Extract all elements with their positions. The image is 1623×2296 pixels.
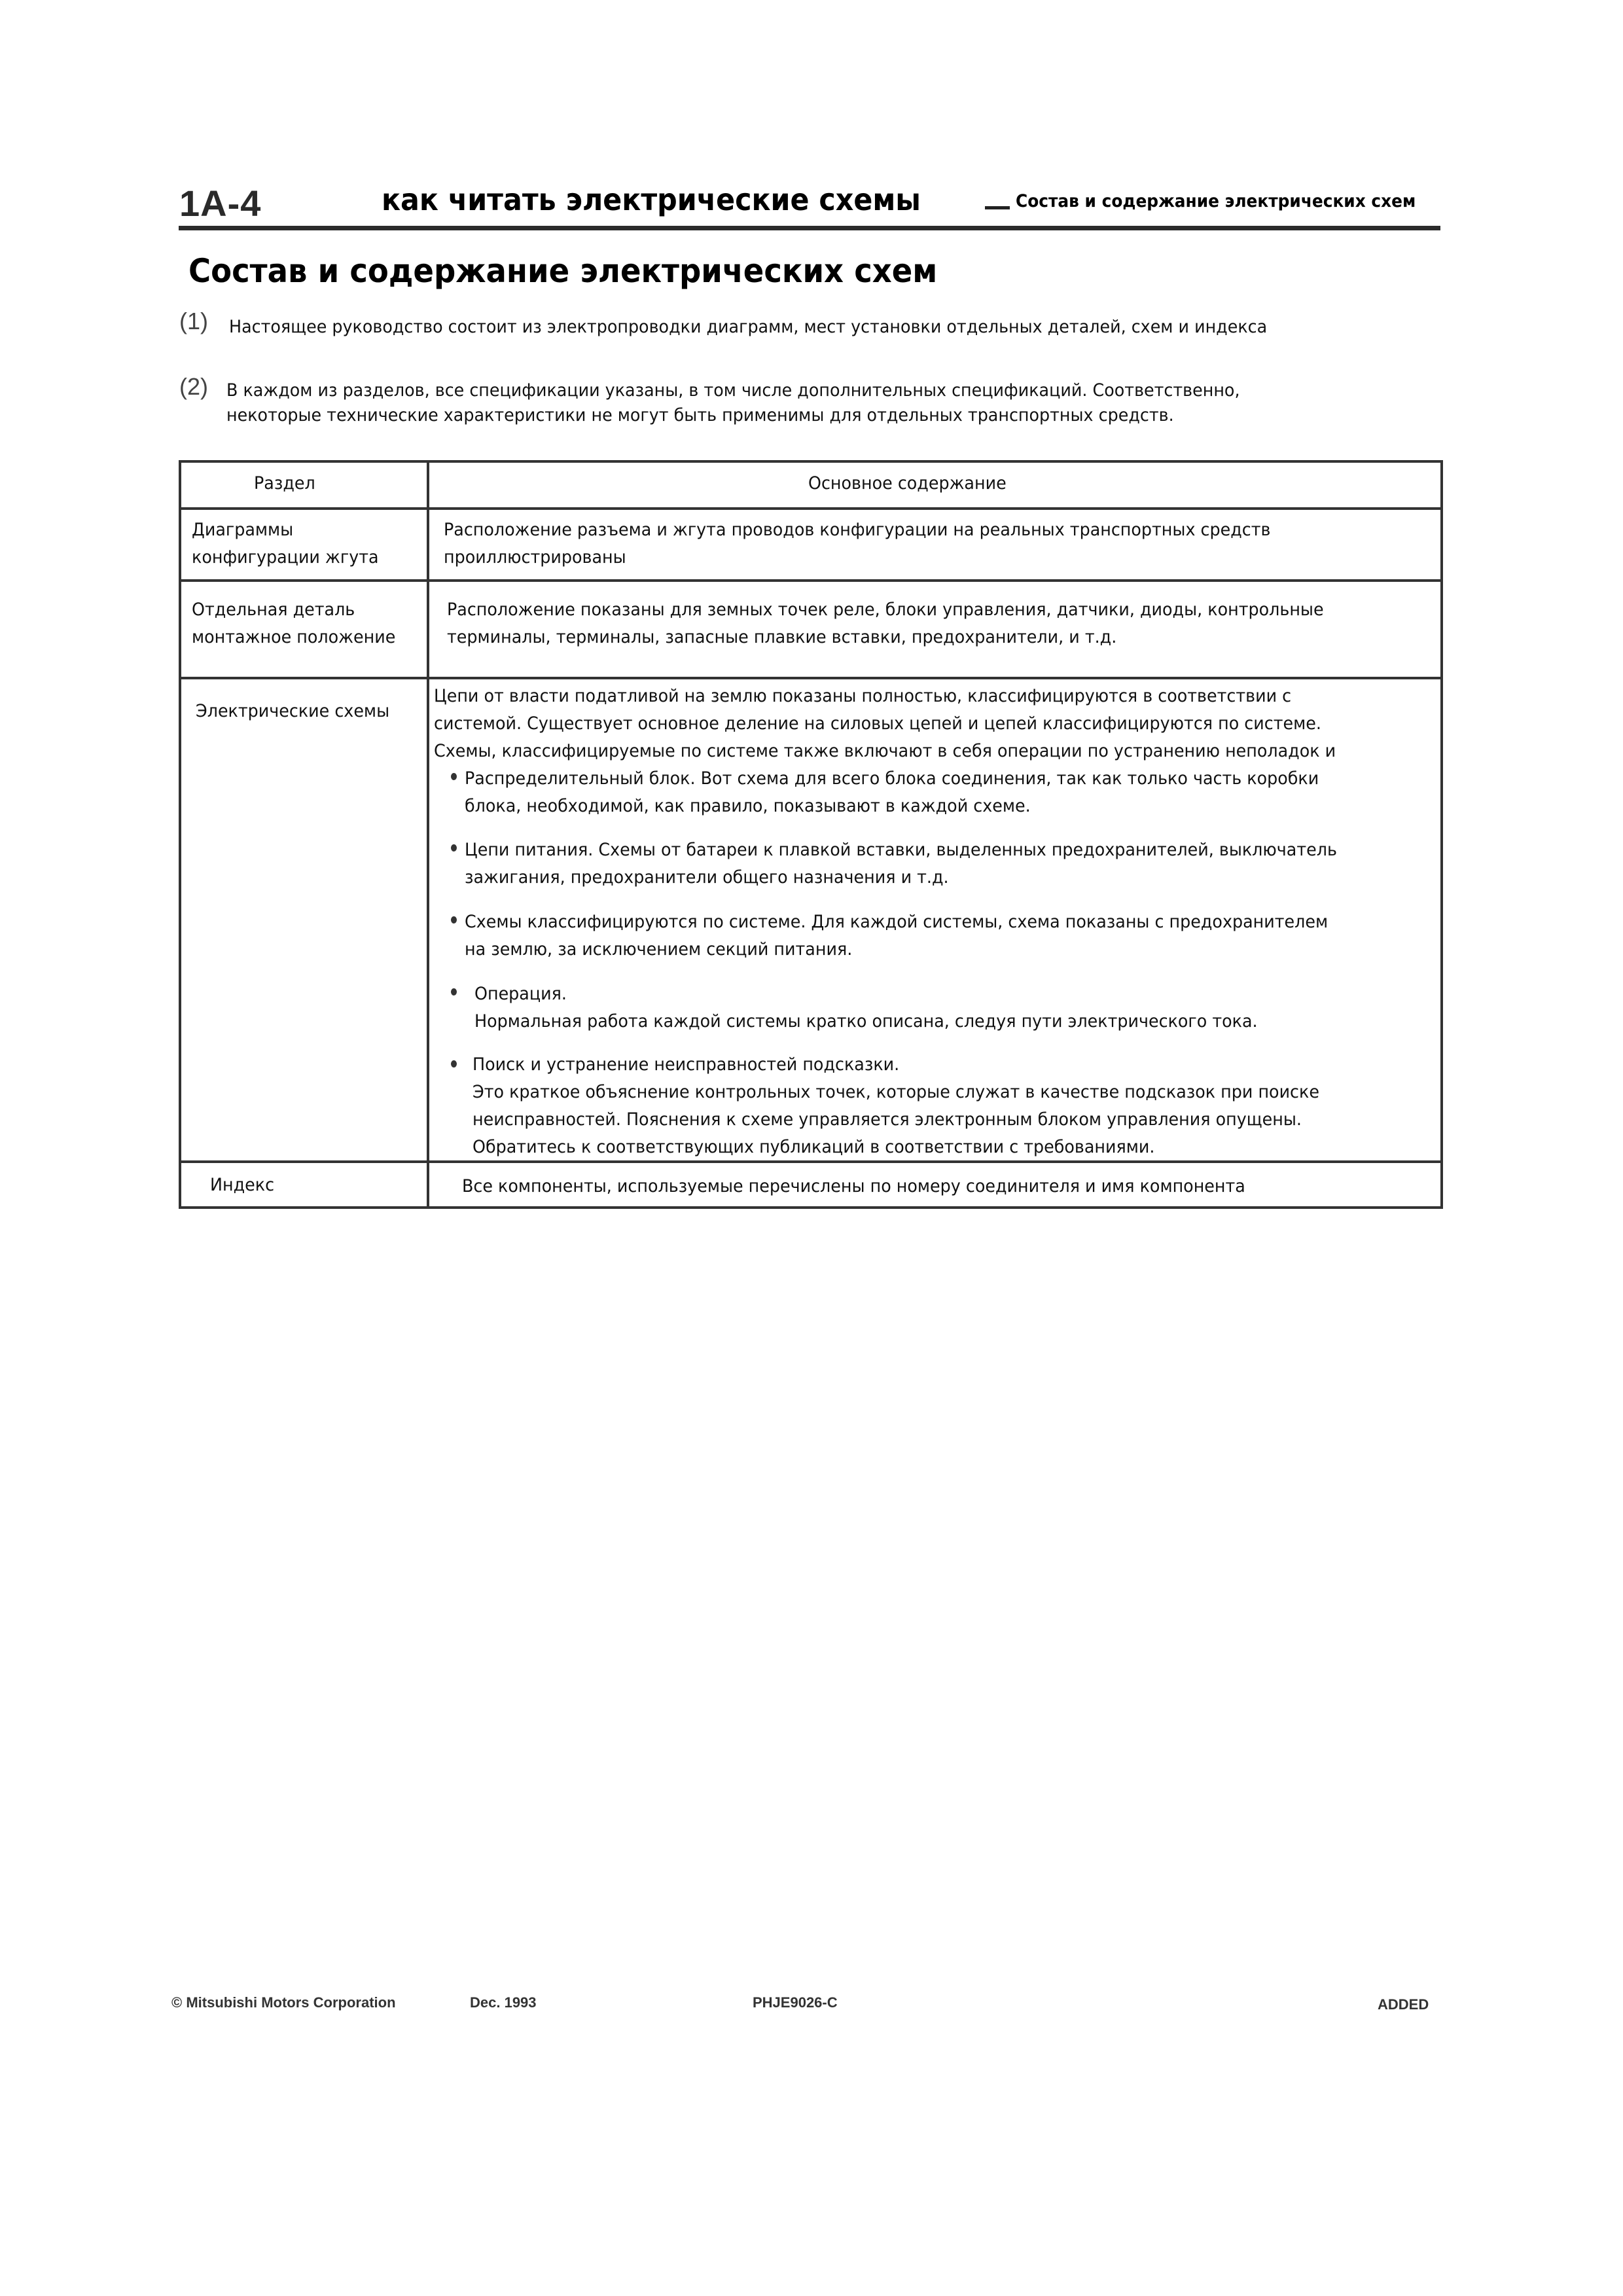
row-content: проиллюстрированы bbox=[444, 547, 626, 567]
row-section-label: Индекс bbox=[210, 1175, 275, 1195]
row-section-label: конфигурации жгута bbox=[192, 547, 379, 567]
table-column-divider bbox=[427, 460, 429, 1209]
bullet-text: Обратитесь к соответствующих публикаций в соответствии с требованиями. bbox=[473, 1137, 1155, 1157]
row-section-label: Электрические схемы bbox=[196, 701, 390, 721]
row-content: Расположение показаны для земных точек реле, блоки управления, датчики, диоды, контрольные bbox=[447, 600, 1324, 620]
bullet-text: Поиск и устранение неисправностей подсказки. bbox=[473, 1054, 900, 1075]
row-section-label: монтажное положение bbox=[192, 627, 396, 647]
bullet-text: Распределительный блок. Вот схема для всего блока соединения, так как только часть коробки bbox=[465, 768, 1319, 789]
section-title: как читать электрические схемы bbox=[382, 182, 921, 217]
contents-table bbox=[179, 460, 1443, 1209]
header-dash bbox=[985, 206, 1010, 209]
row-section-label: Отдельная деталь bbox=[192, 600, 355, 620]
column-header-section: Раздел bbox=[254, 473, 315, 493]
bullet-text: Цепи питания. Схемы от батареи к плавкой вставки, выделенных предохранителей, выключатель bbox=[465, 840, 1337, 860]
table-row-divider bbox=[179, 579, 1443, 582]
bullet-text: блока, необходимой, как правило, показывают в каждой схеме. bbox=[465, 796, 1031, 816]
footer-document-code: PHJE9026-C bbox=[753, 1994, 838, 2011]
paragraph-number: (2) bbox=[179, 373, 208, 400]
paragraph-line: В каждом из разделов, все спецификации указаны, в том числе дополнительных спецификаций. Соответственно, bbox=[226, 380, 1240, 401]
bullet-icon bbox=[451, 988, 457, 996]
paragraph-number: (1) bbox=[179, 308, 208, 334]
bullet-icon bbox=[451, 844, 457, 852]
table-row-divider bbox=[179, 677, 1443, 679]
bullet-text: на землю, за исключением секций питания. bbox=[465, 939, 853, 960]
row-content: Расположение разъема и жгута проводов конфигурации на реальных транспортных средств bbox=[444, 520, 1271, 540]
bullet-text: Операция. bbox=[474, 984, 567, 1004]
bullet-icon bbox=[451, 773, 457, 780]
table-border-left bbox=[179, 460, 181, 1209]
bullet-text: Схемы классифицируются по системе. Для каждой системы, схема показаны с предохранителем bbox=[465, 912, 1329, 932]
row-content: системой. Существует основное деление на силовых цепей и цепей классифицируются по системе. bbox=[434, 713, 1321, 734]
table-row-divider bbox=[179, 507, 1443, 510]
footer-status: ADDED bbox=[1378, 1996, 1429, 2013]
footer-copyright: © Mitsubishi Motors Corporation bbox=[171, 1994, 396, 2011]
row-content: Цепи от власти податливой на землю показаны полностью, классифицируются в соответствии с bbox=[434, 686, 1292, 706]
paragraph-line: некоторые технические характеристики не могут быть применимы для отдельных транспортных средств. bbox=[226, 405, 1174, 425]
row-content: Все компоненты, используемые перечислены по номеру соединителя и имя компонента bbox=[462, 1176, 1245, 1196]
bullet-icon bbox=[451, 916, 457, 924]
bullet-text: неисправностей. Пояснения к схеме управляется электронным блоком управления опущены. bbox=[473, 1109, 1302, 1130]
row-section-label: Диаграммы bbox=[192, 520, 294, 540]
table-border-bottom bbox=[179, 1206, 1443, 1209]
paragraph-line: Настоящее руководство состоит из электропроводки диаграмм, мест установки отдельных деталей, схем и индекса bbox=[229, 317, 1268, 337]
column-header-content: Основное содержание bbox=[808, 473, 1007, 493]
page-title: Состав и содержание электрических схем bbox=[188, 252, 938, 290]
page-number: 1A-4 bbox=[179, 183, 262, 224]
subsection-title: Состав и содержание электрических схем bbox=[1016, 191, 1416, 211]
row-content: Схемы, классифицируемые по системе также включают в себя операции по устранению неполадок и bbox=[434, 741, 1336, 761]
header-rule bbox=[179, 226, 1440, 230]
bullet-text: Это краткое объяснение контрольных точек, которые служат в качестве подсказок при поиске bbox=[473, 1082, 1319, 1102]
table-border-right bbox=[1440, 460, 1443, 1209]
bullet-text: Нормальная работа каждой системы кратко описана, следуя пути электрического тока. bbox=[474, 1011, 1258, 1031]
row-content: терминалы, терминалы, запасные плавкие вставки, предохранители, и т.д. bbox=[447, 627, 1117, 647]
bullet-icon bbox=[451, 1060, 457, 1067]
footer-date: Dec. 1993 bbox=[470, 1994, 537, 2011]
table-border-top bbox=[179, 460, 1443, 463]
bullet-text: зажигания, предохранители общего назначения и т.д. bbox=[465, 867, 949, 888]
